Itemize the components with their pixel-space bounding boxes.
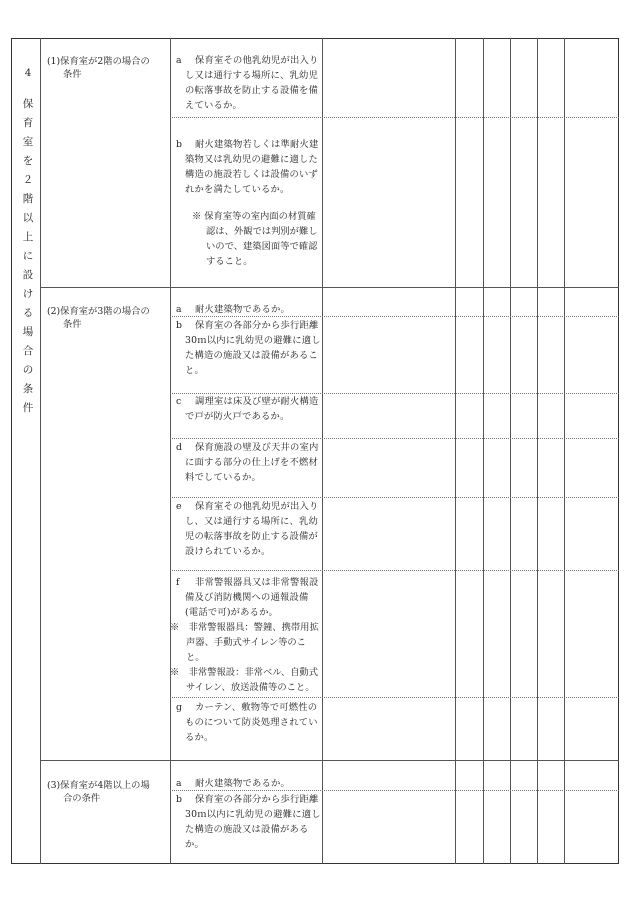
item-letter: b xyxy=(176,139,182,150)
check-item xyxy=(176,137,321,269)
section-title: 保育室を２階以上に設ける場合の条件 xyxy=(22,98,34,414)
check-item xyxy=(176,53,321,113)
subsection-label-1: (1)保育室が2階の場合の 条件 xyxy=(47,56,150,80)
item-letter: g xyxy=(176,702,182,713)
col-divider-1 xyxy=(40,38,41,864)
item-divider xyxy=(170,438,619,439)
item-letter: a xyxy=(176,55,182,66)
check-item xyxy=(176,440,321,485)
subsection-divider-2 xyxy=(40,760,619,761)
item-text: 耐火建築物であるか。 xyxy=(195,304,290,315)
col-divider-8 xyxy=(564,38,565,864)
subsection-divider-1 xyxy=(40,287,619,288)
item-note: ※ 非常警報設：非常ベル、自動式サイレン、放送設備等のこと。 xyxy=(170,667,319,693)
item-letter: b xyxy=(176,794,182,805)
item-note: ※ 保育室等の室内面の材質確認は、外観では判別が難しいので、建築図面等で確認すること。 xyxy=(192,211,318,267)
item-text: 保育施設の壁及び天井の室内に面する部分の仕上げを不燃材料でしているか。 xyxy=(185,442,319,483)
col-divider-6 xyxy=(510,38,511,864)
col-divider-7 xyxy=(537,38,538,864)
col-divider-2 xyxy=(170,38,171,864)
item-letter: d xyxy=(176,442,182,453)
item-divider xyxy=(170,497,619,498)
check-item xyxy=(176,499,321,559)
check-item xyxy=(170,575,321,695)
item-text: 保育室その他乳幼児が出入りし、又は通行する場所に、乳幼児の転落事故を防止する設備が設けられているか。 xyxy=(185,501,319,557)
item-text: 耐火建築物であるか。 xyxy=(195,778,290,789)
check-item xyxy=(176,700,321,745)
item-letter: a xyxy=(176,778,182,789)
check-item xyxy=(176,394,321,424)
item-divider xyxy=(170,117,619,118)
item-text: 保育室その他乳幼児が出入りし又は通行する場所に、乳幼児の転落事故を防止する設備を備えているか。 xyxy=(185,55,319,111)
check-item xyxy=(176,792,321,852)
item-letter: c xyxy=(176,396,182,407)
item-letter: f xyxy=(176,577,180,588)
item-letter: a xyxy=(176,304,182,315)
section-number: 4 xyxy=(24,68,32,79)
subsection-label-3: (3)保育室が4階以上の場 合の条件 xyxy=(47,780,150,804)
col-divider-4 xyxy=(455,38,456,864)
item-text: 耐火建築物若しくは準耐火建築物又は乳幼児の避難に適した構造の施設若しくは設備のいずれかを満たしているか。 xyxy=(185,139,319,195)
item-text: カーテン、敷物等で可燃性のものについて防炎処理されているか。 xyxy=(185,702,318,743)
check-item xyxy=(176,318,321,378)
item-divider xyxy=(170,697,619,698)
col-divider-3 xyxy=(322,38,323,864)
check-item xyxy=(176,776,321,791)
subsection-label-2: (2)保育室が3階の場合の 条件 xyxy=(47,306,150,330)
col-divider-5 xyxy=(483,38,484,864)
check-item xyxy=(176,302,321,317)
item-text: 非常警報器具又は非常警報設備及び消防機関への通報設備(電話で可)があるか。 xyxy=(185,577,319,618)
item-divider xyxy=(170,570,619,571)
item-letter: e xyxy=(176,501,182,512)
item-letter: b xyxy=(176,320,182,331)
item-text: 調理室は床及び壁が耐火構造で戸が防火戸であるか。 xyxy=(185,396,319,422)
item-text: 保育室の各部分から歩行距離30ｍ以内に乳幼児の避難に適した構造の施設又は設備があること。 xyxy=(185,320,321,376)
item-note: ※ 非常警報器具：警鐘、携帯用拡声器、手動式サイレン等のこと。 xyxy=(170,622,319,663)
item-text: 保育室の各部分から歩行距離30ｍ以内に乳幼児の避難に適した構造の施設又は設備があるか。 xyxy=(185,794,321,850)
